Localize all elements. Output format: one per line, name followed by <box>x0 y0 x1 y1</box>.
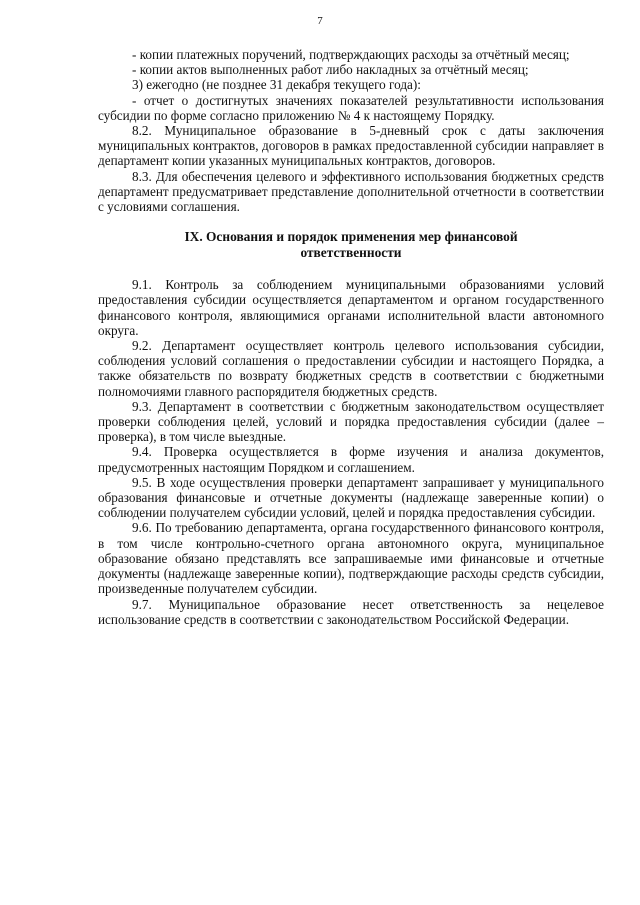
paragraph-8-3: 8.3. Для обеспечения целевого и эффективного использования бюджетных средств департамент предусматривает представление дополнительной отчетности в соответствии с условиями соглашения. <box>98 168 604 215</box>
paragraph-results-report: - отчет о достигнутых значениях показателей результативности использования субсидии по форме согласно приложению № 4 к настоящему Порядку. <box>98 92 604 123</box>
paragraph-annually: 3) ежегодно (не позднее 31 декабря текущего года): <box>132 77 421 93</box>
page-number: 7 <box>317 15 323 27</box>
paragraph-8-2: 8.2. Муниципальное образование в 5-дневный срок с даты заключения муниципальных контрактов, договоров в рамках предоставленной субсидии направляет в департамент копии указанных муниципальных контрактов, договоров. <box>98 123 604 169</box>
section-heading: IX. Основания и порядок применения мер финансовой ответственности <box>184 229 518 260</box>
paragraph-9-1: 9.1. Контроль за соблюдением муниципальными образованиями условий предоставления субсидии осуществляется департаментом и органом государственного финансового контроля, являющимися органами исполнительной власти автономного округа. <box>98 277 604 338</box>
paragraph-9-7: 9.7. Муниципальное образование несет ответственность за нецелевое использование средств в соответствии с законодательством Российской Федерации. <box>98 596 604 627</box>
paragraph-9-2: 9.2. Департамент осуществляет контроль целевого использования субсидии, соблюдения условий соглашения о предоставлении субсидии и настоящего Порядка, а также обязательств по возврату бюджетных средств в соответствии с бюджетными полномочиями главного распорядителя бюджетных средств. <box>98 338 604 399</box>
paragraph-acts-copies: - копии актов выполненных работ либо накладных за отчётный месяц; <box>132 62 529 78</box>
document-body <box>98 47 604 627</box>
paragraph-payment-orders: - копии платежных поручений, подтверждающих расходы за отчётный месяц; <box>132 47 570 62</box>
paragraph-9-4: 9.4. Проверка осуществляется в форме изучения и анализа документов, предусмотренных настоящим Порядком и соглашением. <box>98 444 604 475</box>
paragraph-9-3: 9.3. Департамент в соответствии с бюджетным законодательством осуществляет проверки соблюдения целей, условий и порядка предоставления субсидии (далее – проверка), в том числе выездные. <box>98 398 604 445</box>
paragraph-9-5: 9.5. В ходе осуществления проверки департамент запрашивает у муниципального образования финансовые и отчетные документы (надлежаще заверенные копии) о соблюдении получателем субсидии условий, целей и порядка предоставления субсидии. <box>98 474 604 521</box>
paragraph-9-6: 9.6. По требованию департамента, органа государственного финансового контроля, в том числе контрольно-счетного органа автономного округа, муниципальное образование обязано представлять все запрашиваемые ими финансовые и отчетные документы (надлежаще заверенные копии), подтверждающие расходы средств субсидии, произведенные получателем субсидии. <box>98 520 604 597</box>
